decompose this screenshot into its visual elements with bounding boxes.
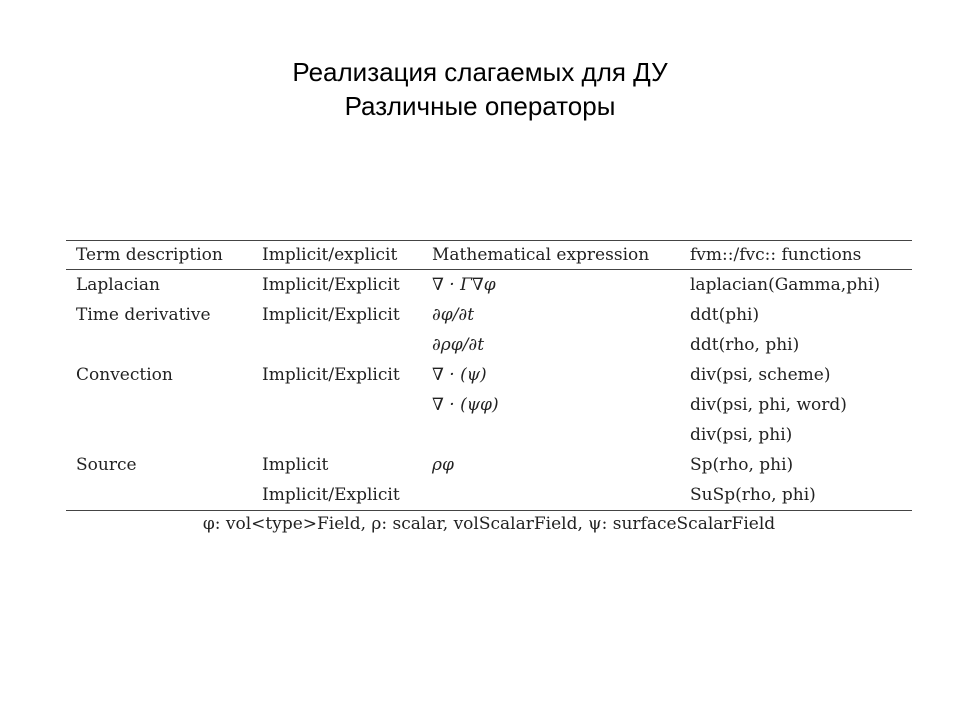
cell-expression: ∇ · Γ∇φ: [432, 275, 496, 295]
cell-term: Time derivative: [76, 305, 211, 325]
title-line-1: Реализация слагаемых для ДУ: [292, 57, 668, 87]
table-row: [66, 300, 912, 330]
title-line-2: Различные операторы: [344, 91, 616, 121]
cell-expression: ρφ: [432, 455, 454, 475]
header-implicit-explicit: Implicit/explicit: [252, 241, 422, 270]
cell-term: [66, 480, 252, 511]
cell-function: ddt(rho, phi): [690, 335, 800, 355]
cell-mode: Implicit/Explicit: [262, 365, 400, 385]
cell-term: Laplacian: [76, 275, 160, 295]
cell-mode: [252, 390, 422, 420]
table-row: [66, 390, 912, 420]
header-term-description: Term description: [66, 241, 252, 270]
cell-term: Source: [76, 455, 137, 475]
cell-mode: Implicit/Explicit: [252, 480, 422, 511]
cell-mode: Implicit: [262, 455, 329, 475]
cell-term: [66, 420, 252, 450]
table-footnote: φ: vol<type>Field, ρ: scalar, volScalarField, ψ: surfaceScalarField: [202, 514, 776, 534]
cell-function: ddt(phi): [690, 305, 760, 325]
table-row: [66, 360, 912, 390]
cell-function: laplacian(Gamma,phi): [690, 275, 881, 295]
table-header-row: [66, 241, 912, 270]
table-row: [66, 270, 912, 301]
cell-mode: Implicit/Explicit: [262, 275, 400, 295]
cell-expression: ∂φ/∂t: [432, 305, 475, 325]
cell-expression: ∇ · (ψφ): [432, 395, 499, 415]
operators-table-container: [66, 240, 912, 535]
operators-table: [66, 240, 912, 511]
cell-function: div(psi, phi): [690, 425, 793, 445]
header-functions: fvm::/fvc:: functions: [680, 241, 912, 270]
cell-mode: Implicit/Explicit: [262, 305, 400, 325]
table-row: [66, 480, 912, 511]
cell-expression: ∇ · (ψ): [432, 365, 487, 385]
cell-mode: [252, 420, 422, 450]
cell-function: Sp(rho, phi): [690, 455, 794, 475]
header-math-expression: Mathematical expression: [422, 241, 680, 270]
cell-function: div(psi, scheme): [690, 365, 831, 385]
cell-term: [66, 330, 252, 360]
cell-expression: [422, 480, 680, 511]
cell-expression: [422, 420, 680, 450]
slide-title: [0, 55, 960, 123]
cell-term: [66, 390, 252, 420]
cell-function: div(psi, phi, word): [690, 395, 847, 415]
cell-expression: ∂ρφ/∂t: [432, 335, 485, 355]
cell-function: SuSp(rho, phi): [680, 480, 912, 511]
table-row: [66, 420, 912, 450]
table-row: [66, 450, 912, 480]
cell-term: Convection: [76, 365, 173, 385]
table-row: [66, 330, 912, 360]
cell-mode: [252, 330, 422, 360]
